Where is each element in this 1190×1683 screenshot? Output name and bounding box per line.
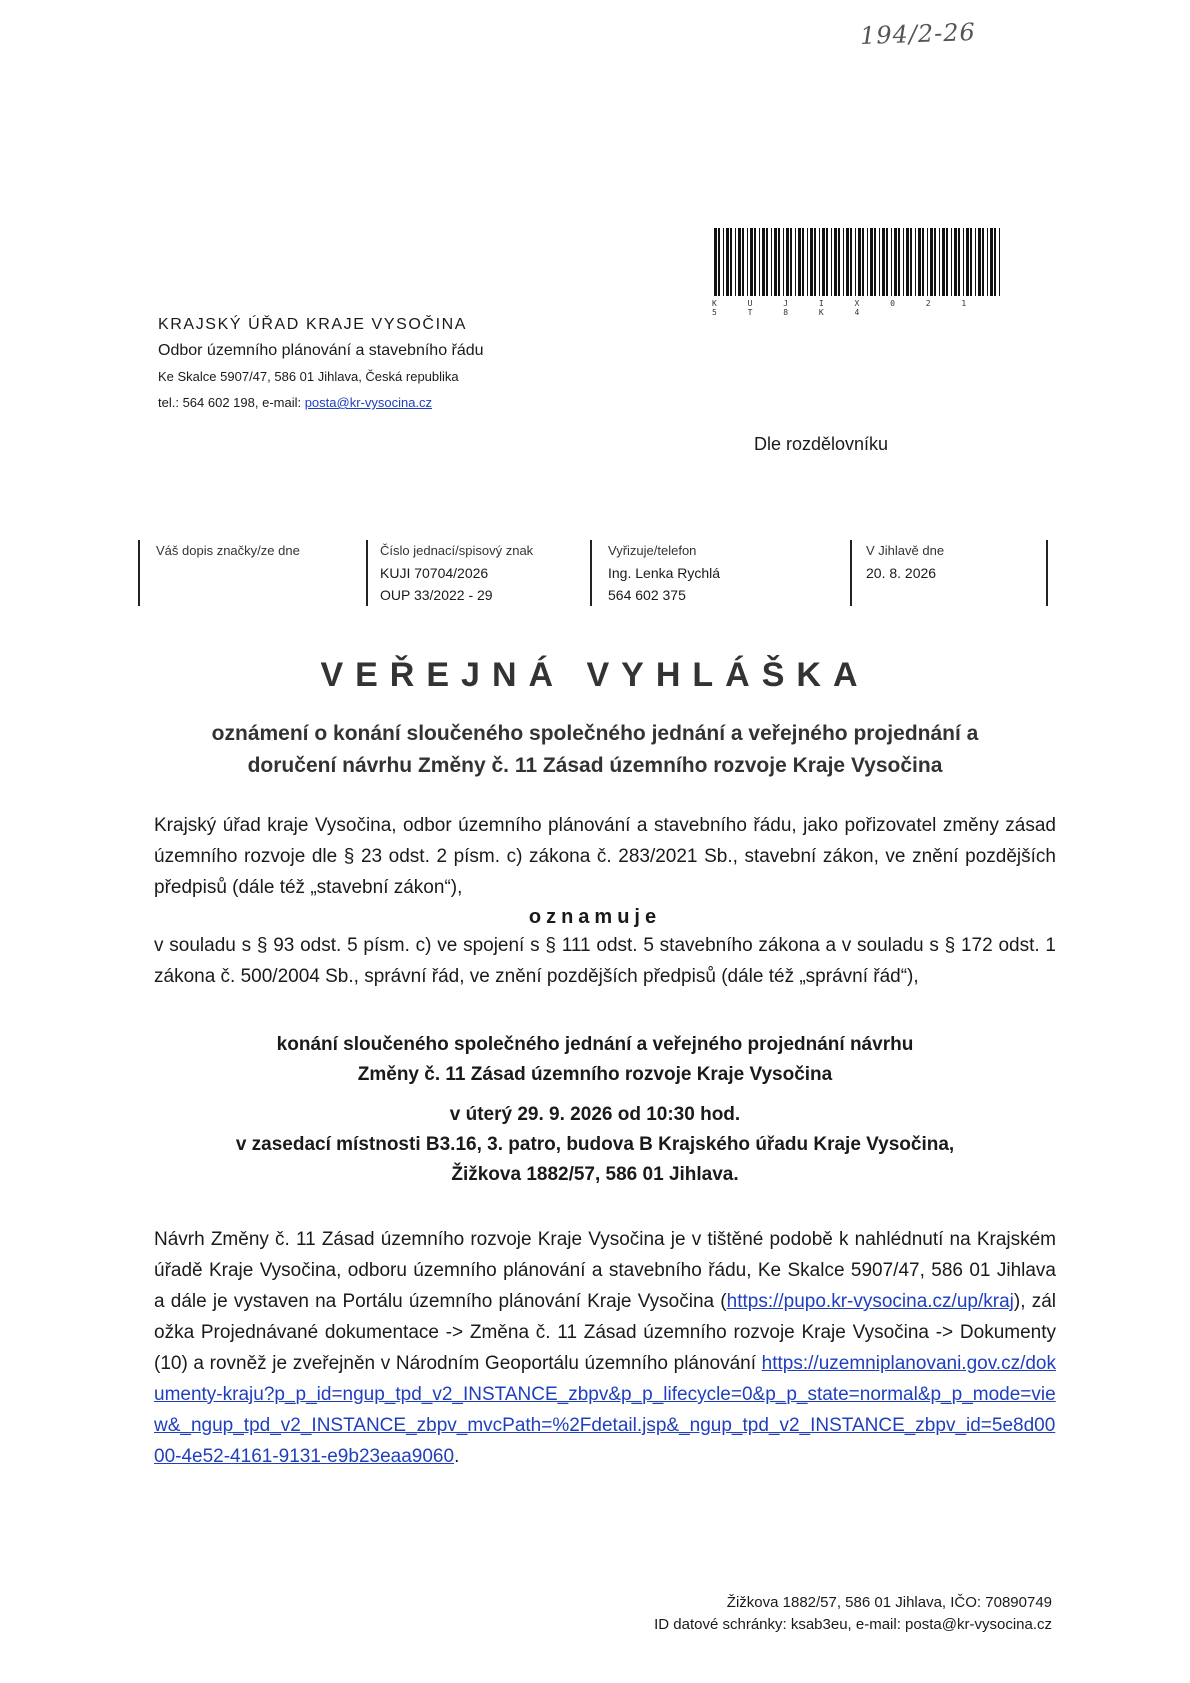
barcode-bar [766,228,768,296]
barcode-bar [963,228,964,296]
ref-value: 20. 8. 2026 [866,565,937,581]
sender-contact-prefix: tel.: 564 602 198, e-mail: [158,395,305,410]
paragraph-availability [154,1224,1056,1472]
barcode-bar [774,228,777,296]
barcode-bar [771,228,772,296]
barcode-bar [819,228,820,296]
geoportal-link[interactable]: https://uzemniplanovani.gov.cz/dokumenty-kraju?p_p_id=ngup_tpd_v2_INSTANCE_zbpv&p_p_lifecycle=0&p_p_state=normal&p_p_mode=view&_ngup_tpd_v2_INSTANCE_zbpv_mvcPath=%2Fdetail.jsp&_ngup_tpd_v2_INSTANCE_zbpv_id=5e8d0000-4e52-4161-9131-e9b23eaa9060 [154,1353,1056,1467]
ref-label: V Jihlavě dne [866,543,945,558]
barcode-bar [730,228,732,296]
barcode-bar [867,228,868,296]
barcode-bar [939,228,940,296]
barcode-bar [814,228,816,296]
recipient: Dle rozdělovníku [754,434,889,454]
availability-text: . [454,1446,460,1467]
barcode-bar [834,228,837,296]
barcode-bar [922,228,924,296]
barcode-bar [843,228,844,296]
footer-address: Žižkova 1882/57, 586 01 Jihlava, IČO: 70890749 [726,1594,1052,1611]
barcode-bar [982,228,984,296]
barcode-bar [726,228,729,296]
ref-divider [138,540,140,606]
barcode-bar [906,228,909,296]
ref-value: Ing. Lenka Rychlá [608,565,721,581]
barcode-bar [754,228,756,296]
meeting-date: v úterý 29. 9. 2026 od 10:30 hod. [449,1104,741,1125]
barcode-bar [927,228,928,296]
document-title: VEŘEJNÁ VYHLÁŠKA [320,656,870,694]
meeting-line: Změny č. 11 Zásad územního rozvoje Kraje Vysočina [357,1064,833,1085]
footer [654,1592,1052,1636]
barcode-bar [762,228,765,296]
meeting-place: v zasedací místnosti B3.16, 3. patro, budova B Krajského úřadu Kraje Vysočina, [235,1134,955,1155]
sender-dept: Odbor územního plánování a stavebního řádu [158,342,484,359]
ref-divider [850,540,852,606]
barcode-bar [886,228,888,296]
handwritten-note: 194/2-26 [859,17,977,51]
meeting-block [150,1030,1040,1190]
barcode-bar [898,228,900,296]
barcode-bar [894,228,897,296]
subtitle-line: oznámení o konání sloučeného společného jednání a veřejného projednání a [211,722,979,745]
barcode-bar [858,228,861,296]
sender-block [158,312,484,416]
barcode-bar [714,228,717,296]
barcode-bar [966,228,969,296]
barcode-bar [750,228,753,296]
barcode-bar [958,228,960,296]
barcode-bar [970,228,972,296]
ref-col-file-number [380,540,580,606]
barcode-bar [798,228,801,296]
sender-contact [158,390,484,416]
meeting-line: konání sloučeného společného jednání a veřejného projednání návrhu [276,1034,914,1055]
barcode-bar [987,228,988,296]
barcode-bar [915,228,916,296]
document-subtitle [150,718,1040,782]
ref-divider [1046,540,1048,606]
footer-contact: ID datové schránky: ksab3eu, e-mail: posta@kr-vysocina.cz [654,1616,1052,1633]
ref-col-your-letter [156,540,346,606]
barcode-bar [747,228,748,296]
barcode-digits: K U J I X 0 2 1 5 T 8 K 4 [712,299,980,317]
ref-value: 564 602 375 [608,587,686,603]
barcode-bar [738,228,741,296]
ref-col-date [866,540,1026,606]
ref-divider [366,540,368,606]
ref-col-handler [608,540,808,606]
barcode-bar [718,228,720,296]
barcode-bar [990,228,993,296]
barcode-bar [930,228,933,296]
sender-email-link[interactable]: posta@kr-vysocina.cz [304,395,433,410]
barcode-bar [975,228,976,296]
barcode-bar [850,228,852,296]
portal-link[interactable]: https://pupo.kr-vysocina.cz/up/kraj [726,1291,1014,1312]
subtitle-line: doručení návrhu Změny č. 11 Zásad územního rozvoje Kraje Vysočina [247,754,943,777]
barcode-bar [822,228,825,296]
barcode-bar [910,228,912,296]
barcode-bar [778,228,780,296]
availability-text: ), záložka Projednávané dokumentace -> Změna č. 11 Zásad územního rozvoje Kraje Vysočina -> Dokumenty (10) a rovněž je zveřejněn v Národním Geoportálu územního plánování [154,1291,1056,1374]
ref-label: Vyřizuje/telefon [608,543,697,558]
barcode-bar [882,228,885,296]
meeting-place: Žižkova 1882/57, 586 01 Jihlava. [451,1164,739,1185]
sender-address: Ke Skalce 5907/47, 586 01 Jihlava, Česká republika [158,369,459,384]
barcode-bar [891,228,892,296]
ref-label: Váš dopis značky/ze dne [156,543,300,558]
barcode-bar [742,228,744,296]
availability-text: Návrh Změny č. 11 Zásad územního rozvoje Kraje Vysočina je v tištěné podobě k nahlédnutí na Krajském úřadě Kraje Vysočina, odboru územního plánování a stavebního řádu, Ke Skalce 5907/47, 586 01 Jihlava a dále je vystaven na Portálu územního plánování Kraje Vysočina ( [154,1229,1056,1312]
barcode-bar [879,228,880,296]
barcode-bar [807,228,808,296]
paragraph-intro: Krajský úřad kraje Vysočina, odbor územního plánování a stavebního řádu, jako pořizovatel změny zásad územního rozvoje dle § 23 odst. 2 písm. c) zákona č. 283/2021 Sb., stavební zákon, ve znění pozdějších předpisů (dále též „stavební zákon“), [154,815,1056,898]
paragraph-legal-basis: v souladu s § 93 odst. 5 písm. c) ve spojení s § 111 odst. 5 stavebního zákona a v souladu s § 172 odst. 1 zákona č. 500/2004 Sb., správní řád, ve znění pozdějších předpisů (dále též „správní řád“), [154,935,1056,987]
barcode-bar [786,228,789,296]
barcode-bar [810,228,813,296]
barcode-bar [946,228,948,296]
barcode-bar [855,228,856,296]
barcode-bar [870,228,873,296]
barcode [712,228,1004,296]
announces-heading: oznamuje [528,906,662,928]
barcode-bar [759,228,760,296]
barcode-bar [942,228,945,296]
ref-value: OUP 33/2022 - 29 [380,587,493,603]
ref-label: Číslo jednací/spisový znak [380,543,534,558]
barcode-bar [838,228,840,296]
barcode-bar [918,228,921,296]
barcode-bar [951,228,952,296]
barcode-bar [903,228,904,296]
ref-value: KUJI 70704/2026 [380,565,489,581]
barcode-bar [978,228,981,296]
reference-table [138,540,1050,606]
barcode-bar [874,228,876,296]
barcode-bar [790,228,792,296]
barcode-bar [846,228,849,296]
barcode-bar [999,228,1000,296]
sender-org: KRAJSKÝ ÚŘAD KRAJE VYSOČINA [158,316,468,333]
ref-divider [590,540,592,606]
barcode-bar [831,228,832,296]
barcode-bar [954,228,957,296]
barcode-bar [735,228,736,296]
barcode-bar [934,228,936,296]
barcode-bar [862,228,864,296]
barcode-bar [783,228,784,296]
barcode-bar [723,228,724,296]
barcode-bar [795,228,796,296]
barcode-bar [994,228,996,296]
barcode-bar [802,228,804,296]
barcode-bar [826,228,828,296]
